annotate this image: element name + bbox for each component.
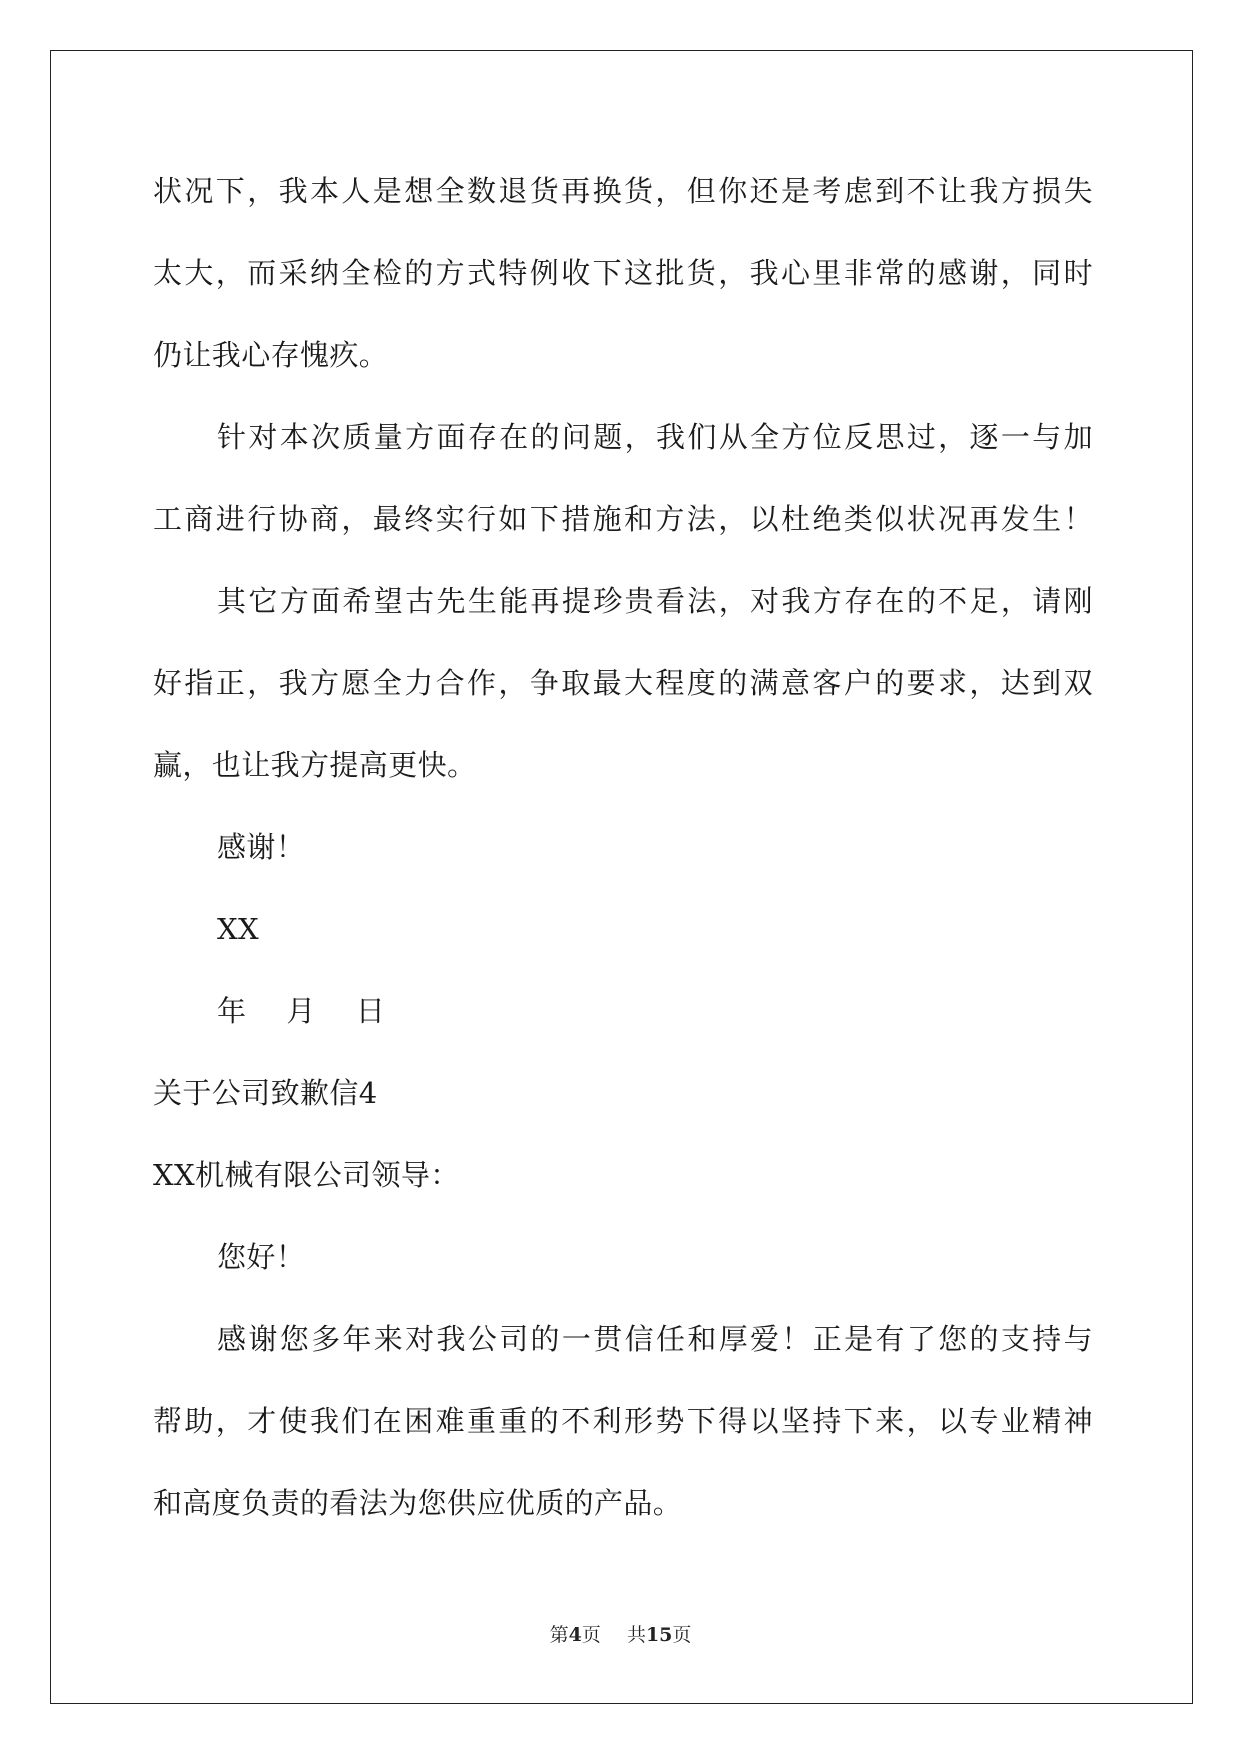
paragraph-line: 状况下，我本人是想全数退货再换货，但你还是考虑到不让我方损失: [153, 174, 1093, 208]
greeting: 您好！: [217, 1240, 306, 1274]
date-year: 年: [217, 994, 247, 1028]
paragraph-line: 仍让我心存愧疚。: [153, 338, 389, 372]
closing-thanks: 感谢！: [217, 830, 306, 864]
footer-page-prefix: 第: [549, 1624, 569, 1646]
footer-page-number: 4: [568, 1624, 582, 1646]
paragraph-line: 其它方面希望古先生能再提珍贵看法，对我方存在的不足，请刚: [217, 584, 1093, 618]
document-body: [153, 150, 1093, 1544]
section-title: 关于公司致歉信4: [153, 1076, 378, 1110]
salutation: XX机械有限公司领导：: [153, 1158, 460, 1192]
paragraph-line: 好指正，我方愿全力合作，争取最大程度的满意客户的要求，达到双: [153, 666, 1093, 700]
page-footer: [0, 1620, 1241, 1647]
paragraph-line: 针对本次质量方面存在的问题，我们从全方位反思过，逐一与加: [217, 420, 1093, 454]
footer-total-unit: 页: [672, 1624, 692, 1646]
paragraph-line: 工商进行协商，最终实行如下措施和方法，以杜绝类似状况再发生！: [153, 502, 1093, 536]
date-day: 日: [355, 994, 386, 1028]
footer-total-pages: 15: [645, 1624, 673, 1646]
date-line: [153, 970, 1093, 1052]
footer-total-prefix: 共: [626, 1624, 646, 1646]
signature: XX: [217, 912, 260, 946]
footer-page-unit: 页: [581, 1624, 601, 1646]
paragraph-line: 赢，也让我方提高更快。: [153, 748, 477, 782]
date-month: 月: [286, 994, 316, 1028]
paragraph-line: 和高度负责的看法为您供应优质的产品。: [153, 1486, 683, 1520]
paragraph-line: 感谢您多年来对我公司的一贯信任和厚爱！正是有了您的支持与: [217, 1322, 1093, 1356]
paragraph-line: 太大，而采纳全检的方式特例收下这批货，我心里非常的感谢，同时: [153, 256, 1093, 290]
paragraph-line: 帮助，才使我们在困难重重的不利形势下得以坚持下来，以专业精神: [153, 1404, 1093, 1438]
